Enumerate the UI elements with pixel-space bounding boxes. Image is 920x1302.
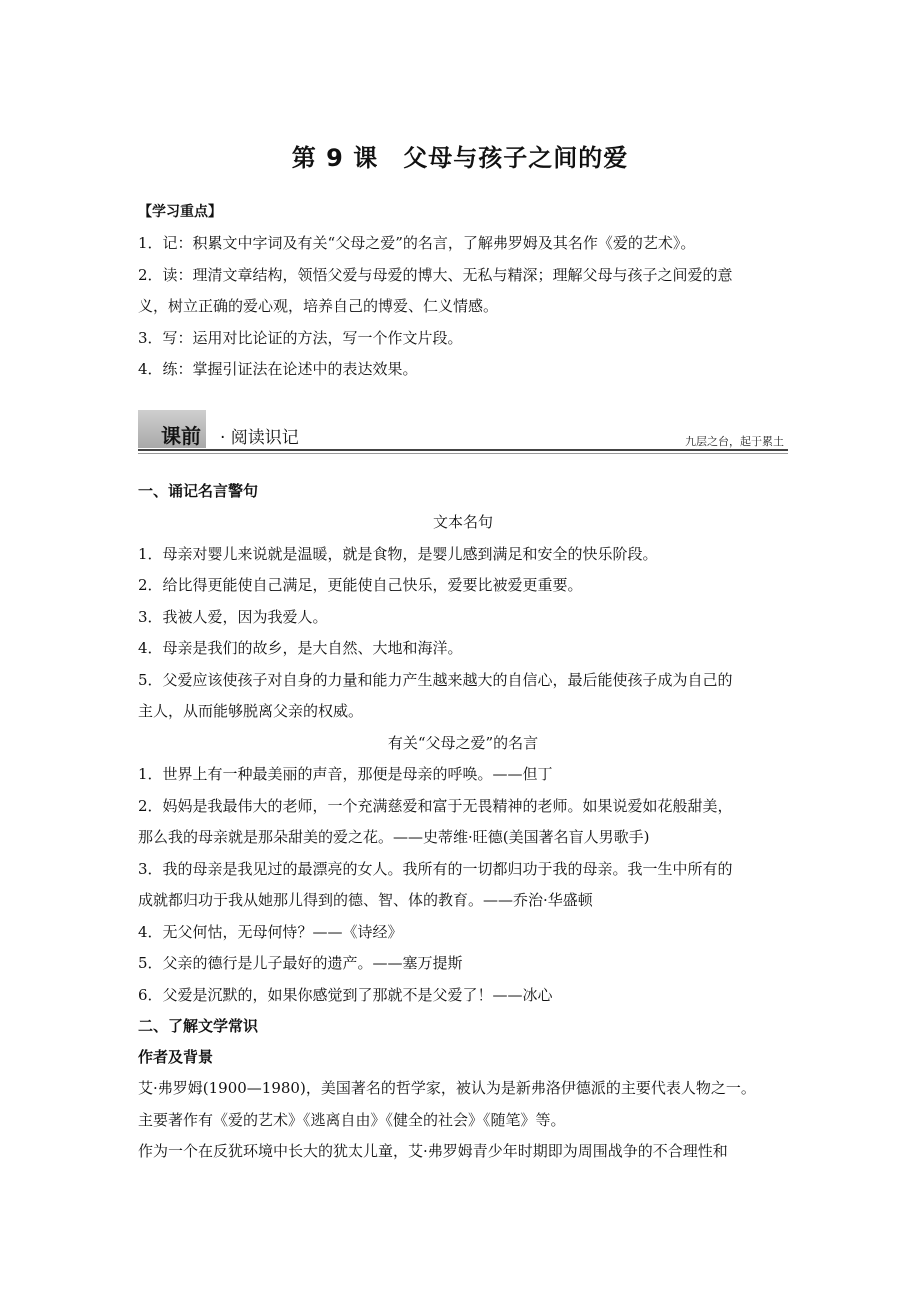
quote-item: 5．父爱应该使孩子对自身的力量和能力产生越来越大的自信心，最后能使孩子成为自己的 <box>138 670 733 689</box>
focus-item: 4．练：掌握引证法在论述中的表达效果。 <box>138 360 418 378</box>
quote-item: 3．我被人爱，因为我爱人。 <box>138 607 328 626</box>
section-banner <box>138 410 788 454</box>
paragraph-line: 艾·弗罗姆(1900—1980)，美国著名的哲学家，被认为是新弗洛伊德派的主要代表人物之一。 <box>138 1079 756 1097</box>
focus-item: 3．写：运用对比论证的方法，写一个作文片段。 <box>138 328 463 347</box>
paragraph-line: 作为一个在反犹环境中长大的犹太儿童，艾·弗罗姆青少年时期即为周围战争的不合理性和 <box>138 1142 728 1160</box>
quote-item: 成就都归功于我从她那儿得到的德、智、体的教育。——乔治·华盛顿 <box>138 891 593 909</box>
section-heading: 二、了解文学常识 <box>138 1017 259 1035</box>
focus-item: 1．记：积累文中字词及有关“父母之爱”的名言，了解弗罗姆及其名作《爱的艺术》。 <box>138 234 696 252</box>
quote-item: 1．母亲对婴儿来说就是温暖，就是食物，是婴儿感到满足和安全的快乐阶段。 <box>138 544 658 563</box>
banner-rule-thin <box>138 453 788 454</box>
study-focus <box>138 200 788 386</box>
quote-item: 2．给比得更能使自己满足，更能使自己快乐，爱要比被爱更重要。 <box>138 576 583 594</box>
quote-item: 主人，从而能够脱离父亲的权威。 <box>138 702 364 720</box>
quote-item: 4．母亲是我们的故乡，是大自然、大地和海洋。 <box>138 639 463 657</box>
quote-item: 4．无父何怙，无母何恃？——《诗经》 <box>138 922 403 941</box>
subtitle-text-quotes: 文本名句 <box>432 513 493 531</box>
study-focus-heading: 【学习重点】 <box>138 204 222 220</box>
paragraph-line: 主要著作有《爱的艺术》《逃离自由》《健全的社会》《随笔》等。 <box>138 1110 566 1129</box>
section-heading: 一、诵记名言警句 <box>138 482 259 500</box>
focus-item: 2．读：理清文章结构，领悟父爱与母爱的博大、无私与精深；理解父母与孩子之间爱的意 <box>138 265 733 284</box>
subsection-heading: 作者及背景 <box>138 1048 214 1066</box>
banner-rule <box>138 449 788 451</box>
focus-item: 义，树立正确的爱心观，培养自己的博爱、仁义情感。 <box>138 297 499 315</box>
quote-item: 那么我的母亲就是那朵甜美的爱之花。——史蒂维·旺德(美国著名盲人男歌手) <box>138 828 650 846</box>
banner-subtitle: · 阅读识记 <box>220 428 299 448</box>
quote-item: 6．父爱是沉默的，如果你感觉到了那就不是父爱了！——冰心 <box>138 985 553 1004</box>
quote-item: 3．我的母亲是我见过的最漂亮的女人。我所有的一切都归功于我的母亲。我一生中所有的 <box>138 859 733 878</box>
quote-item: 2．妈妈是我最伟大的老师，一个充满慈爱和富于无畏精神的老师。如果说爱如花般甜美， <box>138 796 733 815</box>
page-title: 第 9 课 父母与孩子之间的爱 <box>291 144 629 172</box>
quote-item: 1．世界上有一种最美丽的声音，那便是母亲的呼唤。——但丁 <box>138 765 553 783</box>
banner-label: 课前 <box>161 424 201 448</box>
subtitle-parent-love: 有关“父母之爱”的名言 <box>387 733 539 752</box>
section-quotes <box>138 476 788 1168</box>
quote-item: 5．父亲的德行是儿子最好的遗产。——塞万提斯 <box>138 954 463 972</box>
banner-motto: 九层之台，起于累土 <box>685 435 784 448</box>
